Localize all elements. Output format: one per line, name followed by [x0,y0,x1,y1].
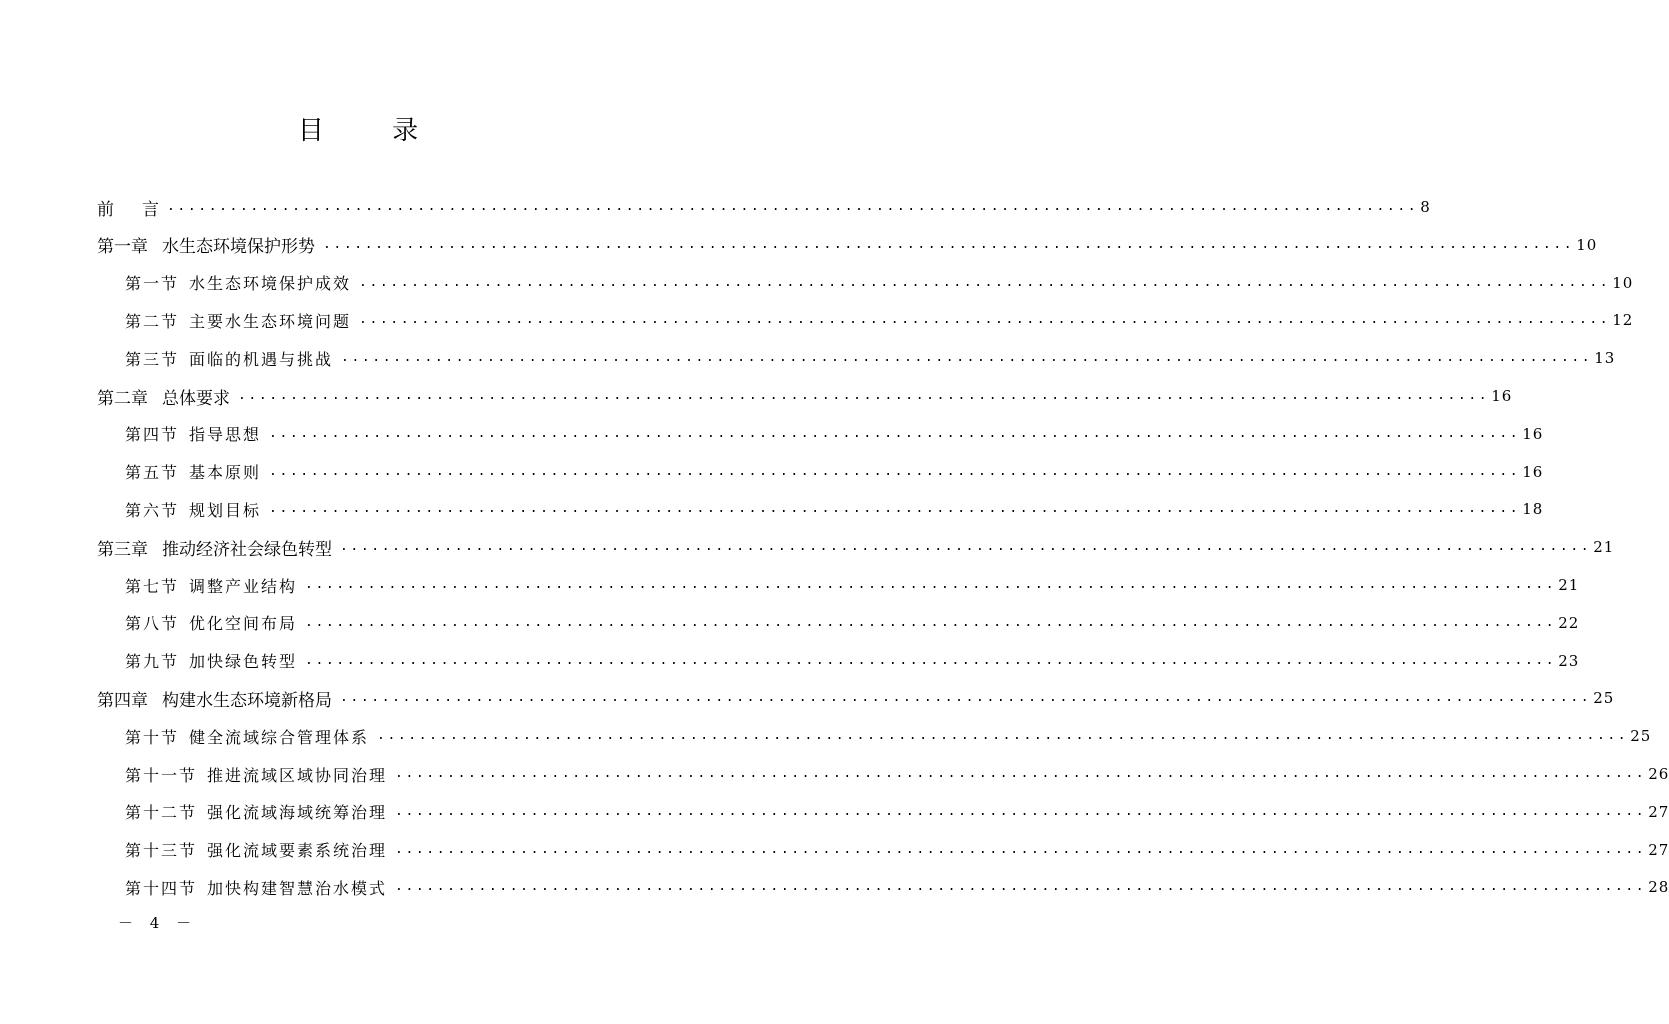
toc-entry-number: 第八节 [125,614,180,634]
toc-entry-title: 推进流域区域协同治理 [207,765,388,785]
toc-entry-label [97,384,238,409]
toc-entry-page-number: 21 [1593,538,1615,557]
toc-section-entry[interactable] [125,266,1634,300]
toc-entry-title: 优化空间布局 [189,614,298,634]
toc-entry-label [125,460,269,483]
dot-leader: ........................................................................................................................ [359,312,1611,328]
toc-section-entry[interactable] [125,719,1652,753]
toc-section-entry[interactable] [125,455,1544,489]
toc-entry-number: 第四节 [125,425,180,445]
dot-leader: ........................................................................................................................ [359,274,1611,290]
page-number: － 4 － [118,914,198,932]
toc-entry-label [97,535,340,560]
dot-leader: ........................................................................................................................ [323,236,1575,252]
toc-entry-label [125,838,395,861]
toc-entry-page-number: 21 [1558,576,1580,594]
toc-section-entry[interactable] [125,303,1634,337]
toc-section-entry[interactable] [125,757,1669,791]
toc-entry-label [125,800,395,823]
toc-title: 目 录 [297,116,449,146]
toc-entry-label [125,876,395,899]
toc-entry-page-number: 10 [1612,273,1634,292]
toc-entry-label [97,195,167,220]
toc-section-entry[interactable] [125,492,1544,526]
toc-entry-label [125,725,377,748]
toc-entry-number: 第十一节 [125,765,198,785]
toc-entry-page-number: 25 [1593,689,1615,708]
toc-entry-page-number: 16 [1491,387,1513,405]
toc-entry-title: 规划目标 [189,500,262,520]
dot-leader: ........................................................................................................................ [377,728,1629,744]
toc-entry-page-number: 10 [1576,235,1598,254]
toc-entry-number: 第三节 [125,349,180,369]
dot-leader: ........................................................................................................................ [340,539,1592,555]
toc-entry-title: 总体要求 [162,388,230,409]
toc-entry-number: 第九节 [125,652,180,672]
dot-leader: ........................................................................................................................ [305,577,1557,592]
toc-entry-number: 第二节 [125,311,180,331]
toc-section-entry[interactable] [125,568,1580,602]
toc-section-entry[interactable] [125,644,1580,678]
toc-entry-title: 推动经济社会绿色转型 [162,539,332,560]
dot-leader: ........................................................................................................................ [305,614,1557,630]
dot-leader: ........................................................................................................................ [269,425,1521,441]
toc-entry-number: 第七节 [125,576,180,596]
toc-entry-page-number: 27 [1648,840,1669,859]
toc-entry-label [125,347,341,370]
toc-entry-page-number: 25 [1630,727,1652,746]
toc-entry-page-number: 28 [1648,878,1669,897]
toc-entry-label [125,611,305,634]
toc-entry-label [125,574,305,597]
toc-chapter-entry[interactable] [97,530,1615,564]
toc-entry-label [97,232,323,257]
toc-entry-title: 水生态环境保护成效 [189,274,352,294]
toc-entry-page-number: 27 [1648,802,1669,821]
toc-entry-title: 水生态环境保护形势 [162,237,315,258]
toc-chapter-entry[interactable] [97,190,1431,224]
toc-section-entry[interactable] [125,341,1616,375]
toc-entry-page-number: 18 [1522,500,1544,519]
toc-entry-page-number: 8 [1420,198,1431,216]
toc-entry-label [125,649,305,672]
toc-entry-title: 强化流域要素系统治理 [207,841,388,861]
toc-entry-title: 主要水生态环境问题 [189,311,352,331]
toc-entry-label [125,309,359,332]
toc-entry-number: 第二章 [97,388,148,409]
dot-leader: ........................................................................................................................ [269,463,1521,479]
toc-entry-number: 第三章 [97,539,148,560]
toc-section-entry[interactable] [125,606,1580,640]
toc-section-entry[interactable] [125,870,1669,904]
toc-entry-title: 基本原则 [189,463,262,483]
dot-leader: ........................................................................................................................ [269,501,1521,517]
toc-entry-number: 第一章 [97,237,148,258]
toc-entry-label [125,763,395,786]
toc-entry-page-number: 16 [1522,462,1544,481]
toc-entry-label [125,271,359,294]
dot-leader: ........................................................................................................................ [238,388,1490,403]
toc-section-entry[interactable] [125,833,1669,867]
toc-entry-number: 第四章 [97,690,148,711]
toc-entry-number: 前 [97,199,114,220]
toc-entry-label [97,686,340,711]
toc-entry-title: 健全流域综合管理体系 [189,727,370,747]
dot-leader: ........................................................................................................................ [395,841,1647,857]
toc-entry-title: 强化流域海域统筹治理 [207,803,388,823]
toc-entry-label [125,498,269,521]
toc-entry-page-number: 13 [1594,349,1616,368]
dot-leader: ........................................................................................................................ [395,766,1647,781]
toc-entry-title: 指导思想 [189,425,262,445]
toc-entry-title: 调整产业结构 [189,576,298,596]
toc-entry-page-number: 26 [1648,765,1669,783]
toc-chapter-entry[interactable] [97,228,1598,262]
toc-entry-page-number: 12 [1612,311,1634,330]
toc-entry-page-number: 22 [1558,613,1580,632]
dot-leader: ........................................................................................................................ [341,350,1593,366]
toc-entry-page-number: 23 [1558,651,1580,670]
toc-entry-title: 加快构建智慧治水模式 [207,878,388,898]
toc-section-entry[interactable] [125,417,1544,451]
toc-entry-number: 第十节 [125,727,180,747]
toc-entry-title: 言 [142,199,159,220]
toc-chapter-entry[interactable] [97,379,1513,413]
toc-entry-number: 第十三节 [125,841,198,861]
toc-entry-number: 第一节 [125,274,180,294]
toc-entry-title: 构建水生态环境新格局 [162,690,332,711]
dot-leader: ........................................................................................................................ [305,652,1557,668]
toc-entry-number: 第十四节 [125,878,198,898]
toc-entry-title: 加快绿色转型 [189,652,298,672]
dot-leader: ........................................................................................................................ [395,879,1647,895]
dot-leader: ........................................................................................................................ [167,199,1419,214]
toc-entry-number: 第六节 [125,500,180,520]
toc-entry-number: 第五节 [125,463,180,483]
toc-entry-number: 第十二节 [125,803,198,823]
toc-chapter-entry[interactable] [97,681,1615,715]
dot-leader: ........................................................................................................................ [340,690,1592,706]
toc-entry-title: 面临的机遇与挑战 [189,349,334,369]
toc-entry-label [125,422,269,445]
dot-leader: ........................................................................................................................ [395,803,1647,819]
toc-entry-page-number: 16 [1522,424,1544,443]
toc-section-entry[interactable] [125,795,1669,829]
